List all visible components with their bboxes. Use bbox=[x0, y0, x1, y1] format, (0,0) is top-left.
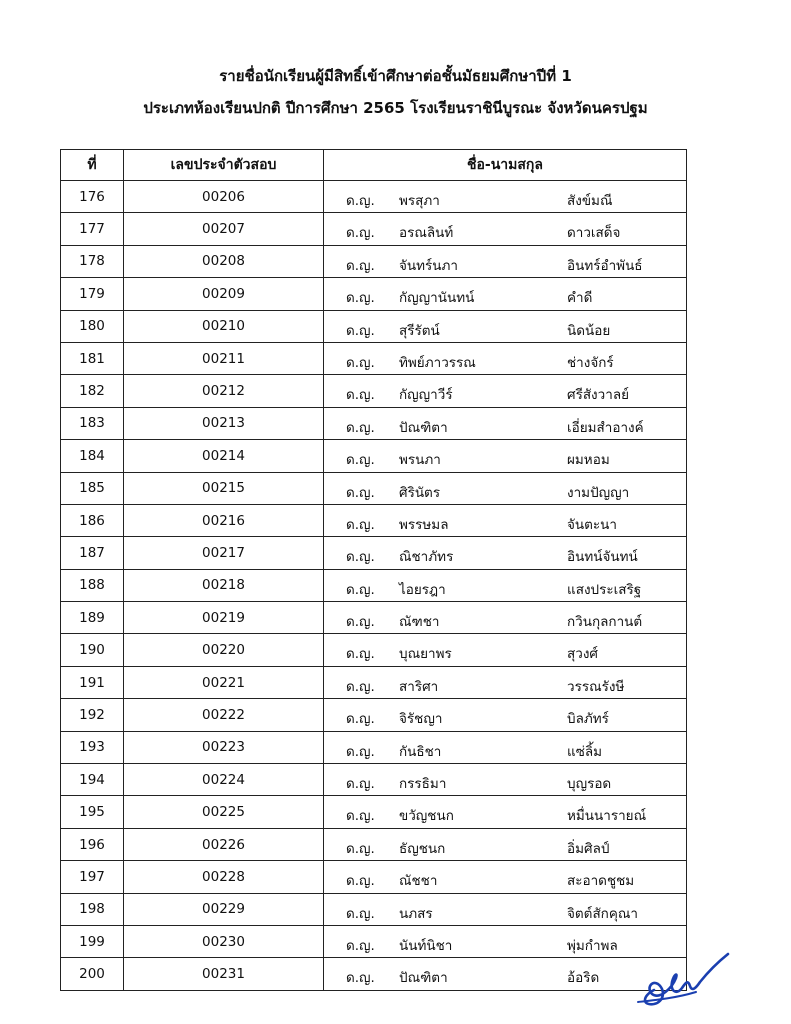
row-number: 178 bbox=[61, 245, 124, 277]
table-row bbox=[61, 861, 687, 893]
header-name: ชื่อ-นามสกุล bbox=[324, 150, 687, 181]
name-prefix: ด.ญ. bbox=[346, 452, 375, 469]
table-row bbox=[61, 504, 687, 536]
student-name bbox=[324, 245, 687, 277]
first-name: จิรัชญา bbox=[399, 711, 443, 728]
last-name: อินทร์อำพันธ์ bbox=[567, 257, 643, 274]
table-row bbox=[61, 828, 687, 860]
student-name bbox=[324, 440, 687, 472]
row-number: 196 bbox=[61, 828, 124, 860]
name-prefix: ด.ญ. bbox=[346, 678, 375, 695]
row-number: 181 bbox=[61, 342, 124, 374]
header-exam-id: เลขประจำตัวสอบ bbox=[124, 150, 324, 181]
row-number: 197 bbox=[61, 861, 124, 893]
name-prefix: ด.ญ. bbox=[346, 581, 375, 598]
exam-id: 00216 bbox=[124, 504, 324, 536]
exam-id: 00211 bbox=[124, 342, 324, 374]
row-number: 186 bbox=[61, 504, 124, 536]
first-name: พรรษมล bbox=[399, 516, 449, 533]
last-name: นิดน้อย bbox=[567, 322, 611, 339]
row-number: 198 bbox=[61, 893, 124, 925]
student-roster-table bbox=[60, 149, 687, 991]
last-name: บุญรอด bbox=[567, 776, 612, 793]
student-name bbox=[324, 537, 687, 569]
first-name: พรสุภา bbox=[399, 193, 440, 209]
student-name bbox=[324, 407, 687, 439]
row-number: 195 bbox=[61, 796, 124, 828]
exam-id: 00221 bbox=[124, 666, 324, 698]
exam-id: 00209 bbox=[124, 278, 324, 310]
name-prefix: ด.ญ. bbox=[346, 419, 375, 436]
student-name bbox=[324, 731, 687, 763]
exam-id: 00214 bbox=[124, 440, 324, 472]
exam-id: 00230 bbox=[124, 925, 324, 957]
name-prefix: ด.ญ. bbox=[346, 290, 375, 307]
exam-id: 00224 bbox=[124, 764, 324, 796]
row-number: 188 bbox=[61, 569, 124, 601]
last-name: งามปัญญา bbox=[567, 484, 630, 501]
name-prefix: ด.ญ. bbox=[346, 193, 375, 209]
first-name: นภสร bbox=[399, 905, 433, 922]
name-prefix: ด.ญ. bbox=[346, 808, 375, 825]
student-name bbox=[324, 796, 687, 828]
row-number: 190 bbox=[61, 634, 124, 666]
exam-id: 00207 bbox=[124, 213, 324, 245]
row-number: 192 bbox=[61, 699, 124, 731]
table-body bbox=[61, 181, 687, 991]
name-prefix: ด.ญ. bbox=[346, 516, 375, 533]
last-name: อ้อริด bbox=[567, 970, 600, 987]
row-number: 176 bbox=[61, 181, 124, 213]
last-name: สะอาดชูชม bbox=[567, 873, 635, 890]
table-row bbox=[61, 278, 687, 310]
exam-id: 00215 bbox=[124, 472, 324, 504]
table-row bbox=[61, 472, 687, 504]
table-row bbox=[61, 245, 687, 277]
document-title-line2: ประเภทห้องเรียนปกติ ปีการศึกษา 2565 โรงเรียนราชินีบูรณะ จังหวัดนครปฐม bbox=[143, 99, 648, 117]
exam-id: 00213 bbox=[124, 407, 324, 439]
student-name bbox=[324, 925, 687, 957]
student-name bbox=[324, 958, 687, 990]
exam-id: 00228 bbox=[124, 861, 324, 893]
signature-icon bbox=[636, 944, 732, 1010]
last-name: แสงประเสริฐ bbox=[567, 581, 642, 598]
exam-id: 00208 bbox=[124, 245, 324, 277]
table-row bbox=[61, 958, 687, 990]
last-name: อินทน์จันทน์ bbox=[567, 549, 638, 566]
last-name: ช่างจักร์ bbox=[567, 354, 614, 371]
exam-id: 00212 bbox=[124, 375, 324, 407]
last-name: แซ่ลิ้ม bbox=[567, 743, 603, 760]
last-name: บิลภัทร์ bbox=[567, 711, 609, 728]
student-name bbox=[324, 181, 687, 213]
table-row bbox=[61, 666, 687, 698]
exam-id: 00223 bbox=[124, 731, 324, 763]
table-row bbox=[61, 602, 687, 634]
row-number: 187 bbox=[61, 537, 124, 569]
first-name: ไอยรฎา bbox=[399, 581, 446, 598]
exam-id: 00210 bbox=[124, 310, 324, 342]
first-name: พรนภา bbox=[399, 452, 441, 469]
student-name bbox=[324, 504, 687, 536]
student-name bbox=[324, 213, 687, 245]
first-name: ณัฑชา bbox=[399, 614, 440, 631]
student-name bbox=[324, 828, 687, 860]
exam-id: 00229 bbox=[124, 893, 324, 925]
last-name: ศรีสังวาลย์ bbox=[567, 387, 629, 404]
student-name bbox=[324, 375, 687, 407]
name-prefix: ด.ญ. bbox=[346, 484, 375, 501]
table-row bbox=[61, 342, 687, 374]
name-prefix: ด.ญ. bbox=[346, 873, 375, 890]
name-prefix: ด.ญ. bbox=[346, 937, 375, 954]
first-name: ปัณฑิตา bbox=[399, 970, 448, 987]
table-row bbox=[61, 310, 687, 342]
student-name bbox=[324, 893, 687, 925]
table-row bbox=[61, 764, 687, 796]
name-prefix: ด.ญ. bbox=[346, 225, 375, 242]
name-prefix: ด.ญ. bbox=[346, 711, 375, 728]
student-name bbox=[324, 666, 687, 698]
last-name: ดาวเสด็จ bbox=[567, 225, 621, 242]
table-row bbox=[61, 181, 687, 213]
student-name bbox=[324, 699, 687, 731]
table-header-row bbox=[61, 150, 687, 181]
last-name: ผมหอม bbox=[567, 452, 610, 469]
row-number: 200 bbox=[61, 958, 124, 990]
table-row bbox=[61, 407, 687, 439]
table-row bbox=[61, 375, 687, 407]
first-name: กรรธิมา bbox=[399, 776, 447, 793]
first-name: สาริศา bbox=[399, 678, 439, 695]
exam-id: 00206 bbox=[124, 181, 324, 213]
last-name: หมื่นนารายณ์ bbox=[567, 808, 647, 825]
first-name: ทิพย์ภาวรรณ bbox=[399, 354, 476, 371]
student-name bbox=[324, 861, 687, 893]
first-name: กัญญาวีร์ bbox=[399, 387, 453, 404]
name-prefix: ด.ญ. bbox=[346, 743, 375, 760]
name-prefix: ด.ญ. bbox=[346, 776, 375, 793]
row-number: 183 bbox=[61, 407, 124, 439]
row-number: 182 bbox=[61, 375, 124, 407]
exam-id: 00217 bbox=[124, 537, 324, 569]
student-name bbox=[324, 278, 687, 310]
first-name: สุรีรัตน์ bbox=[399, 322, 440, 339]
table-row bbox=[61, 634, 687, 666]
first-name: ศิรินัตร bbox=[399, 484, 441, 501]
row-number: 191 bbox=[61, 666, 124, 698]
name-prefix: ด.ญ. bbox=[346, 970, 375, 987]
table-row bbox=[61, 699, 687, 731]
last-name: เอี่ยมสำอางค์ bbox=[567, 419, 644, 436]
document-title-line1: รายชื่อนักเรียนผู้มีสิทธิ์เข้าศึกษาต่อชั้นมัธยมศึกษาปีที่ 1 bbox=[219, 67, 572, 85]
student-name bbox=[324, 634, 687, 666]
student-name bbox=[324, 764, 687, 796]
table-row bbox=[61, 925, 687, 957]
exam-id: 00225 bbox=[124, 796, 324, 828]
name-prefix: ด.ญ. bbox=[346, 387, 375, 404]
table-row bbox=[61, 796, 687, 828]
exam-id: 00219 bbox=[124, 602, 324, 634]
table-row bbox=[61, 893, 687, 925]
name-prefix: ด.ญ. bbox=[346, 322, 375, 339]
first-name: ธัญชนก bbox=[399, 840, 446, 857]
first-name: จันทร์นภา bbox=[399, 257, 458, 274]
first-name: บุณยาพร bbox=[399, 646, 452, 663]
row-number: 177 bbox=[61, 213, 124, 245]
table-row bbox=[61, 569, 687, 601]
first-name: ณิชาภัทร bbox=[399, 549, 454, 566]
first-name: กันธิชา bbox=[399, 743, 442, 760]
table-row bbox=[61, 537, 687, 569]
first-name: อรณลินท์ bbox=[399, 225, 454, 242]
name-prefix: ด.ญ. bbox=[346, 840, 375, 857]
exam-id: 00231 bbox=[124, 958, 324, 990]
first-name: ณัชชา bbox=[399, 873, 438, 890]
name-prefix: ด.ญ. bbox=[346, 257, 375, 274]
exam-id: 00218 bbox=[124, 569, 324, 601]
last-name: สังข์มณี bbox=[567, 193, 613, 209]
first-name: ขวัญชนก bbox=[399, 808, 454, 825]
row-number: 185 bbox=[61, 472, 124, 504]
first-name: กัญญานันทน์ bbox=[399, 290, 475, 307]
table-row bbox=[61, 440, 687, 472]
row-number: 184 bbox=[61, 440, 124, 472]
name-prefix: ด.ญ. bbox=[346, 549, 375, 566]
student-name bbox=[324, 569, 687, 601]
row-number: 194 bbox=[61, 764, 124, 796]
header-no: ที่ bbox=[61, 150, 124, 181]
name-prefix: ด.ญ. bbox=[346, 646, 375, 663]
exam-id: 00226 bbox=[124, 828, 324, 860]
last-name: พุ่มกำพล bbox=[567, 937, 618, 954]
student-name bbox=[324, 310, 687, 342]
name-prefix: ด.ญ. bbox=[346, 354, 375, 371]
last-name: จิตต์สักคุณา bbox=[567, 905, 638, 922]
row-number: 179 bbox=[61, 278, 124, 310]
student-name bbox=[324, 602, 687, 634]
row-number: 180 bbox=[61, 310, 124, 342]
exam-id: 00222 bbox=[124, 699, 324, 731]
table-row bbox=[61, 213, 687, 245]
row-number: 193 bbox=[61, 731, 124, 763]
student-name bbox=[324, 342, 687, 374]
last-name: วรรณรังษี bbox=[567, 678, 625, 695]
name-prefix: ด.ญ. bbox=[346, 905, 375, 922]
last-name: จันตะนา bbox=[567, 516, 617, 533]
name-prefix: ด.ญ. bbox=[346, 614, 375, 631]
table-row bbox=[61, 731, 687, 763]
first-name: ปัณฑิตา bbox=[399, 419, 448, 436]
student-name bbox=[324, 472, 687, 504]
last-name: คำดี bbox=[567, 290, 593, 307]
exam-id: 00220 bbox=[124, 634, 324, 666]
row-number: 189 bbox=[61, 602, 124, 634]
row-number: 199 bbox=[61, 925, 124, 957]
last-name: อิ่มศิลป์ bbox=[567, 840, 610, 857]
last-name: สุวงศ์ bbox=[567, 646, 598, 663]
last-name: กวินกุลกานต์ bbox=[567, 614, 643, 631]
first-name: นันท์นิชา bbox=[399, 937, 453, 954]
